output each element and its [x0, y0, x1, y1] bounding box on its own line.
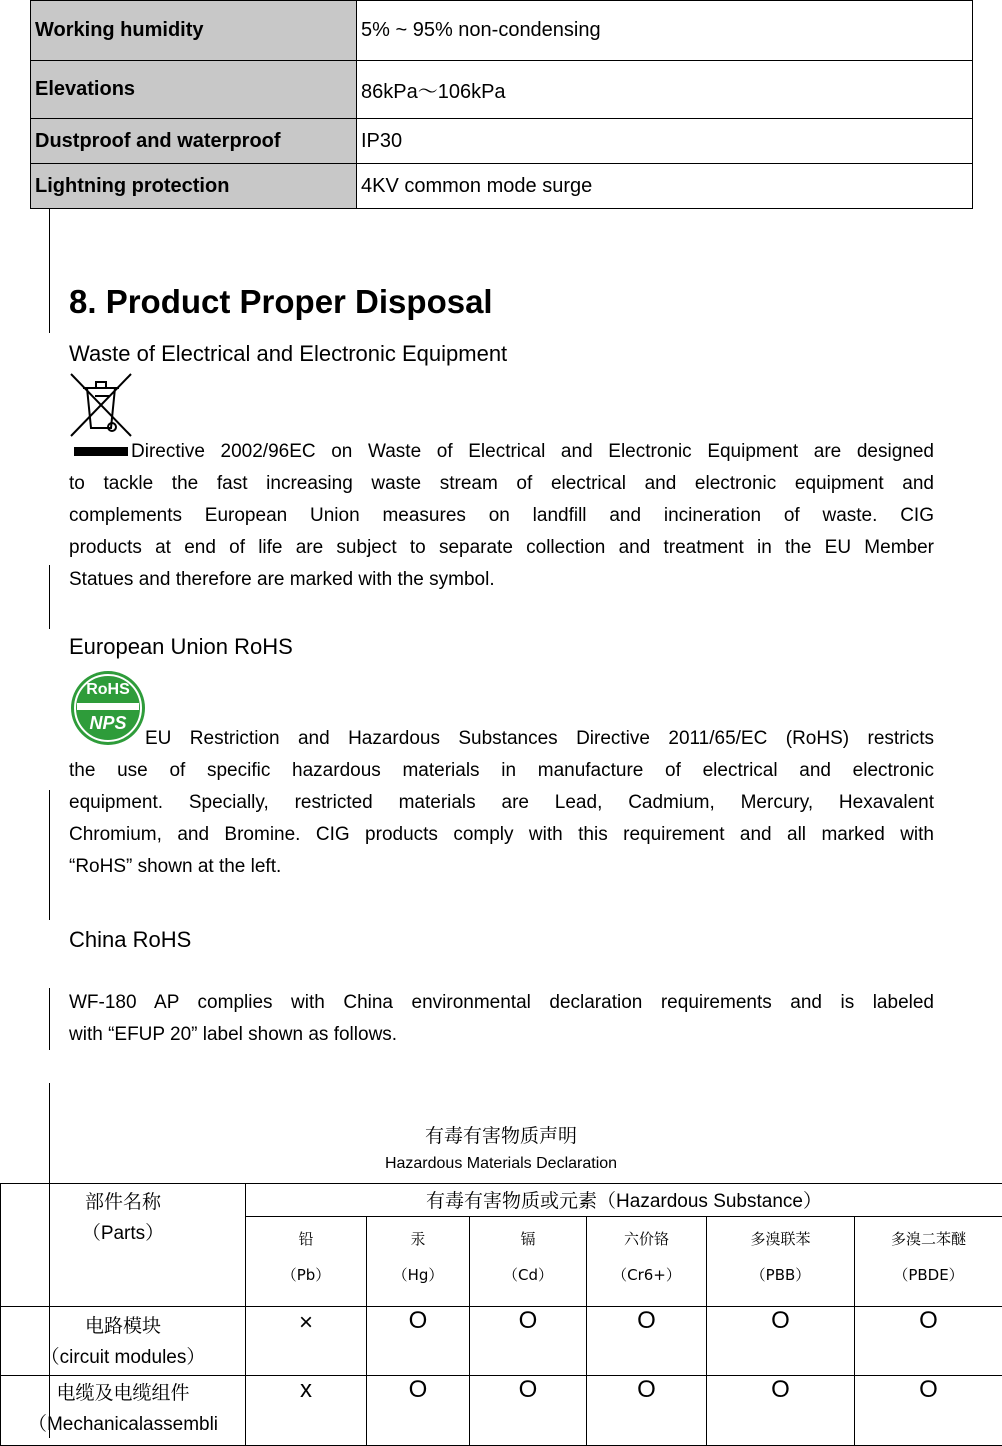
substance-symbol: （Hg） — [367, 1257, 469, 1293]
mark-cell: x — [246, 1376, 367, 1446]
part-name-cn: 电缆及电缆组件 — [1, 1378, 245, 1409]
mark-cell: O — [470, 1307, 587, 1376]
part-cell — [1, 1376, 246, 1446]
mark-cell: O — [707, 1376, 855, 1446]
spec-label: Lightning protection — [31, 164, 357, 209]
haz-title-en: Hazardous Materials Declaration — [0, 1155, 1002, 1173]
substance-symbol: （PBB） — [707, 1257, 854, 1293]
margin-bar — [49, 790, 50, 920]
substance-name: 镉 — [470, 1221, 586, 1257]
text-line: complements European Union measures on landfill and incineration of waste. CIG — [69, 500, 934, 532]
table-row — [1, 1376, 1002, 1446]
rohs-logo-text: RoHS — [69, 681, 147, 699]
text-line: the use of specific hazardous materials in manufacture of electrical and electronic — [69, 755, 934, 787]
text-line: WF-180 AP complies with China environmental declaration requirements and is labeled — [69, 987, 934, 1019]
spec-value: 86kPa～106kPa — [357, 61, 973, 119]
eu-rohs-paragraph — [69, 723, 934, 883]
text-line: with “EFUP 20” label shown as follows. — [69, 1019, 934, 1051]
parts-header — [1, 1184, 246, 1307]
substance-cell — [707, 1217, 855, 1307]
text-line: to tackle the fast increasing waste stream of electrical and electronic equipment and — [69, 468, 934, 500]
substance-cell — [470, 1217, 587, 1307]
part-name-en: （circuit modules） — [1, 1342, 245, 1373]
china-rohs-paragraph — [69, 987, 934, 1051]
spec-table — [30, 0, 973, 209]
mark-cell: O — [707, 1307, 855, 1376]
part-name-en: （Mechanicalassembli — [1, 1409, 245, 1440]
spec-value: IP30 — [357, 119, 973, 164]
text-line: products at end of life are subject to separate collection and treatment in the EU Member — [69, 532, 934, 564]
hazardous-materials-table — [0, 1183, 1002, 1446]
spec-label: Dustproof and waterproof — [31, 119, 357, 164]
text-line: Directive 2002/96EC on Waste of Electrical and Electronic Equipment are designed — [69, 436, 934, 468]
parts-header-cn: 部件名称 — [1, 1187, 245, 1218]
spec-label: Working humidity — [31, 1, 357, 61]
mark-cell: O — [470, 1376, 587, 1446]
china-rohs-heading: China RoHS — [69, 927, 191, 953]
mark-cell: O — [587, 1307, 707, 1376]
substance-symbol: （PBDE） — [855, 1257, 1002, 1293]
spec-row — [31, 61, 973, 119]
margin-bar — [49, 565, 50, 629]
text-line: equipment. Specially, restricted materials are Lead, Cadmium, Mercury, Hexavalent — [69, 787, 934, 819]
mark-cell: × — [246, 1307, 367, 1376]
substance-symbol: （Cr6+） — [587, 1257, 706, 1293]
part-name-cn: 电路模块 — [1, 1311, 245, 1342]
substance-symbol: （Pb） — [246, 1257, 366, 1293]
substance-name: 汞 — [367, 1221, 469, 1257]
mark-cell: O — [367, 1307, 470, 1376]
eu-rohs-heading: European Union RoHS — [69, 634, 293, 660]
parts-header-en: （Parts） — [1, 1218, 245, 1249]
spec-value: 4KV common mode surge — [357, 164, 973, 209]
spec-value: 5% ~ 95% non-condensing — [357, 1, 973, 61]
mark-cell: O — [587, 1376, 707, 1446]
substance-cell — [246, 1217, 367, 1307]
rohs-logo-text: NPS — [69, 713, 147, 734]
substance-cell — [587, 1217, 707, 1307]
haz-title-cn: 有毒有害物质声明 — [0, 1121, 1002, 1148]
spec-label: Elevations — [31, 61, 357, 119]
mark-cell: O — [367, 1376, 470, 1446]
text-line: “RoHS” shown at the left. — [69, 851, 934, 883]
text-line: EU Restriction and Hazardous Substances Directive 2011/65/EC (RoHS) restricts — [69, 723, 934, 755]
spec-row — [31, 1, 973, 61]
substance-name: 六价铬 — [587, 1221, 706, 1257]
margin-bar — [49, 988, 50, 1050]
mark-cell: O — [855, 1307, 1002, 1376]
section-title: 8. Product Proper Disposal — [69, 283, 493, 321]
substance-cell — [855, 1217, 1002, 1307]
weee-paragraph — [69, 436, 934, 596]
spec-row — [31, 119, 973, 164]
substance-cell — [367, 1217, 470, 1307]
haz-header-row — [1, 1184, 1002, 1217]
substance-name: 多溴二苯醚 — [855, 1221, 1002, 1257]
table-row — [1, 1307, 1002, 1376]
substance-header: 有毒有害物质或元素（Hazardous Substance） — [246, 1184, 1002, 1217]
substance-name: 多溴联苯 — [707, 1221, 854, 1257]
mark-cell: O — [855, 1376, 1002, 1446]
spec-row — [31, 164, 973, 209]
weee-bin-icon — [69, 372, 133, 440]
substance-symbol: （Cd） — [470, 1257, 586, 1293]
margin-bar — [49, 208, 50, 333]
text-line: Statues and therefore are marked with the symbol. — [69, 564, 934, 596]
substance-name: 铅 — [246, 1221, 366, 1257]
weee-heading: Waste of Electrical and Electronic Equipment — [69, 341, 507, 367]
text-line: Chromium, and Bromine. CIG products comply with this requirement and all marked with — [69, 819, 934, 851]
part-cell — [1, 1307, 246, 1376]
